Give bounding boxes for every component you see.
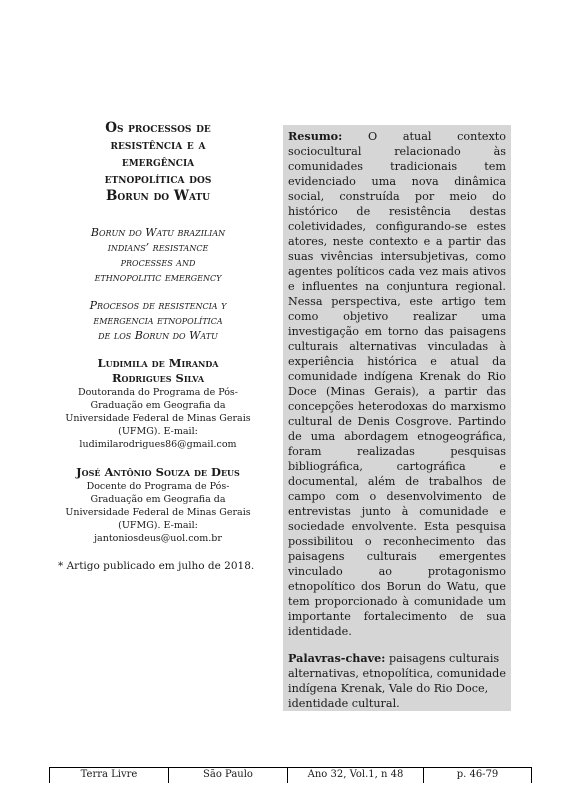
author-name-line: Rodrigues Silva xyxy=(111,371,205,385)
abstract-text: O atual contexto sociocultural relacionado às comunidades tradicionais tem evidenciado uma nova dinâmica social, construída por meio do histórico de resistência destas coletividades, configurando-se estes atores, neste contexto e a partir das suas vivências intersubjetivas, como agentes políticos cada vez mais ativos e influentes na conjuntura regional. Nessa perspectiva, este artigo tem como objetivo realizar uma investigação em torno das paisagens culturais alternativas vinculadas à experiência histórica e atual da comunidade indígena Krenak do Rio Doce (Minas Gerais), a partir das concepções heterodoxas do marxismo cultural de Denis Cosgrove. Partindo de uma abordagem etnogeográfica, foram realizadas pesquisas bibliográfica, cartográfica e documental, além de trabalhos de campo com o desenvolvimento de entrevistas junto à comunidade e sociedade envolvente. Esta pesquisa possibilitou o reconhecimento das paisagens culturais emergentes vinculado ao protagonismo etnopolítico dos Borun do Watu, que tem proporcionado à comunidade um importante fortalecimento de sua identidade. xyxy=(288,130,506,638)
keywords-label: Palavras-chave: xyxy=(288,651,386,665)
article-title xyxy=(58,120,258,205)
title-line: Borun do Watu xyxy=(105,188,211,204)
keywords-text: paisagens culturais alternativas, etnopolítica, comunidade indígena Krenak, Vale do Rio Doce, identidade cultural. xyxy=(288,652,506,710)
author-name-line: Ludimila de Miranda xyxy=(97,356,219,370)
author-info-line: (UFMG). E-mail: xyxy=(118,520,198,531)
author-affiliation xyxy=(58,480,258,545)
title-spanish-line: Procesos de resistencia y xyxy=(89,299,227,312)
title-line: etnopolítica dos xyxy=(104,171,212,187)
author-info-line: Universidade Federal de Minas Gerais xyxy=(65,507,251,518)
abstract xyxy=(288,129,506,639)
author-name xyxy=(58,356,258,386)
author-name-line: José Antônio Souza de Deus xyxy=(76,465,240,479)
author-affiliation xyxy=(58,386,258,451)
author-email: jantoniosdeus@uol.com.br xyxy=(94,533,222,544)
title-line: Os processos de xyxy=(105,120,211,136)
author-info-line: Doutoranda do Programa de Pós- xyxy=(77,387,239,398)
keywords xyxy=(288,651,506,711)
title-spanish-line: de los Borun do Watu xyxy=(98,329,218,342)
title-english-line: indians’ resistance xyxy=(107,241,209,254)
title-line: resistência e a xyxy=(110,137,206,153)
author-name xyxy=(58,465,258,480)
publication-note: * Artigo publicado em julho de 2018. xyxy=(58,560,255,572)
front-matter-column xyxy=(58,120,258,573)
author-info-line: Universidade Federal de Minas Gerais xyxy=(65,413,251,424)
footer-issue: Ano 32, Vol.1, n 48 xyxy=(287,768,423,783)
author-info-line: Docente do Programa de Pós- xyxy=(86,481,230,492)
abstract-box xyxy=(283,125,511,711)
title-english-line: ethnopolitic emergency xyxy=(94,271,222,284)
abstract-label: Resumo: xyxy=(288,129,343,143)
author-email: ludimilarodrigues86@gmail.com xyxy=(79,439,237,450)
page-footer xyxy=(49,767,532,783)
title-english-line: Borun do Watu brazilian xyxy=(90,226,226,239)
author-info-line: Graduação em Geografia da xyxy=(90,400,226,411)
author-block xyxy=(58,356,258,451)
author-info-line: Graduação em Geografia da xyxy=(90,494,226,505)
title-english-line: processes and xyxy=(120,256,196,269)
footer-journal: Terra Livre xyxy=(49,768,168,783)
footer-pages: p. 46-79 xyxy=(423,768,532,783)
title-spanish-line: emergencia etnopolítica xyxy=(93,314,223,327)
title-english xyxy=(58,225,258,285)
footer-city: São Paulo xyxy=(168,768,287,783)
title-spanish xyxy=(58,298,258,343)
author-info-line: (UFMG). E-mail: xyxy=(118,426,198,437)
title-line: emergência xyxy=(121,154,195,170)
author-block xyxy=(58,465,258,545)
